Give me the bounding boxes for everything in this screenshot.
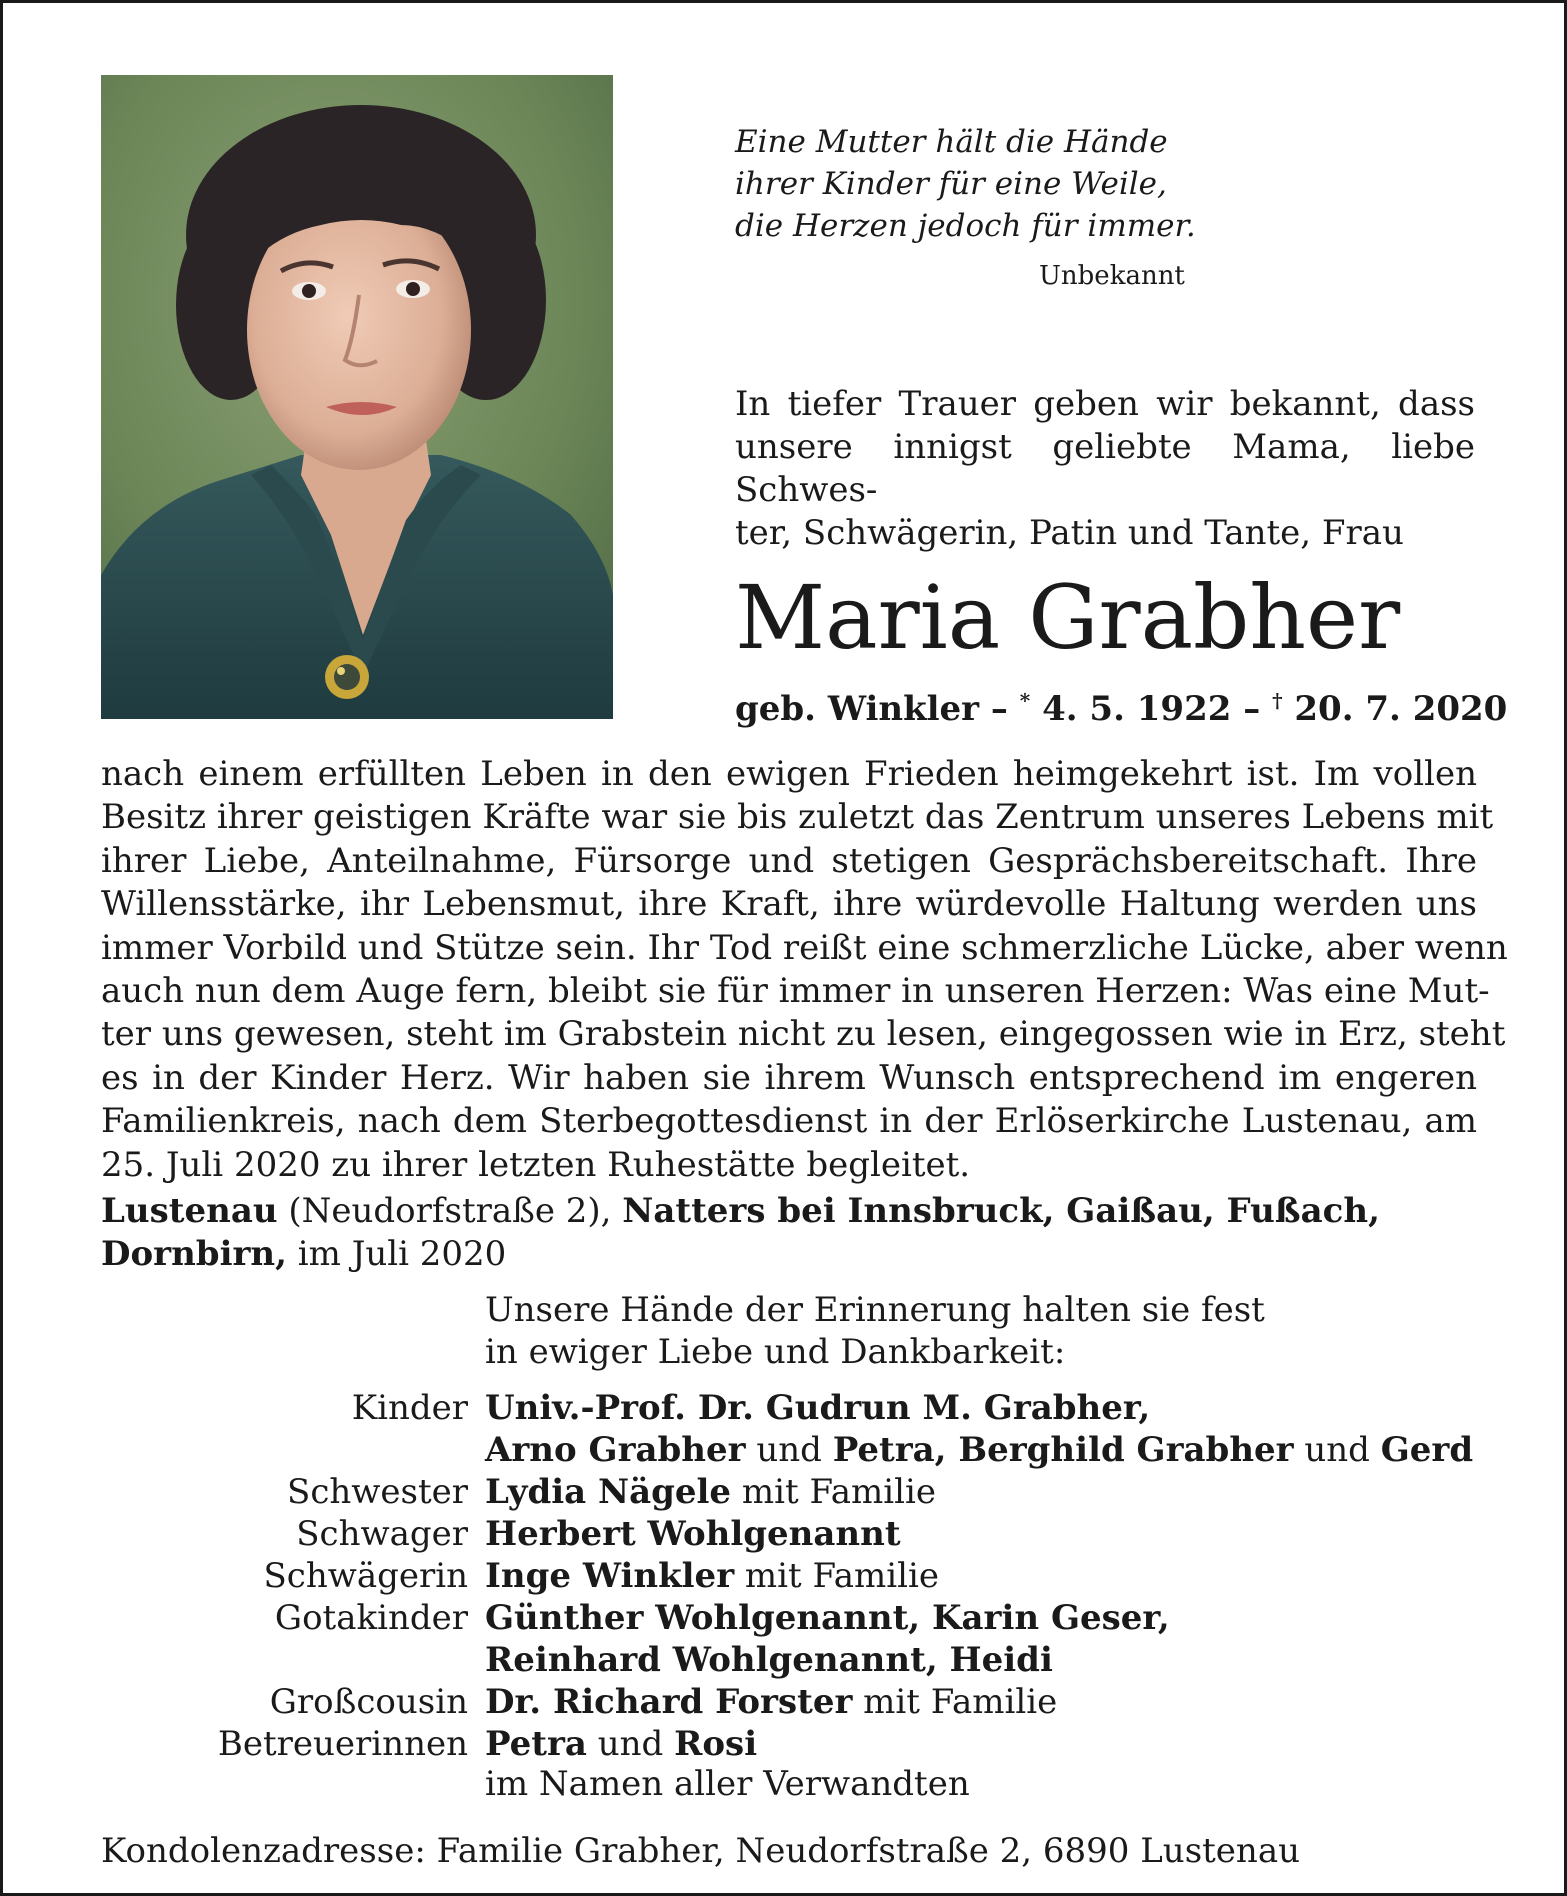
family-label: Schwägerin: [263, 1556, 468, 1596]
body-line: immer Vorbild und Stütze sein. Ihr Tod reißt eine schmerzliche Lücke, aber wenn: [101, 927, 1508, 968]
body-line: Familienkreis, nach dem Sterbegottesdienst in der Erlöserkirche Lustenau, am: [101, 1101, 1477, 1142]
family-row-gotakinder-cont: [101, 1639, 1501, 1681]
portrait-svg: [101, 75, 613, 719]
family-row-grosscousin: Großcousin Dr. Richard Forster mit Familie: [101, 1681, 1501, 1723]
family-row-kinder-cont: Arno Grabher und Petra, Berghild Grabher und Gerd: [485, 1430, 1474, 1470]
family-label: Gotakinder: [274, 1598, 468, 1638]
family-row-betreuerinnen: Betreuerinnen Petra und Rosi: [101, 1723, 1501, 1765]
family-names: Dr. Richard Forster: [485, 1682, 853, 1722]
deceased-dates: geb. Winkler – * 4. 5. 1922 – † 20. 7. 2020: [735, 688, 1508, 729]
place-date: im Juli 2020: [286, 1234, 507, 1274]
place-dornbirn: Dornbirn,: [101, 1234, 287, 1274]
birth-date: 4. 5. 1922: [1030, 689, 1232, 729]
family-names: Gerd: [1380, 1430, 1474, 1470]
death-symbol: †: [1272, 688, 1283, 713]
family-names: Herbert Wohlgenannt: [485, 1514, 901, 1554]
announcement-line: ter, Schwägerin, Patin und Tante, Frau: [735, 513, 1404, 553]
body-line: Besitz ihrer geistigen Kräfte war sie bis zuletzt das Zentrum unseres Lebens mit: [101, 797, 1494, 838]
family-list: [101, 1387, 1501, 1765]
announcement-text: [735, 383, 1475, 555]
birth-symbol: *: [1019, 688, 1031, 713]
family-names: Rosi: [674, 1724, 758, 1764]
family-label: Kinder: [351, 1388, 468, 1428]
family-names: Günther Wohlgenannt, Karin Geser,: [485, 1598, 1170, 1638]
family-names: Lydia Nägele: [485, 1472, 732, 1512]
body-line: 25. Juli 2020 zu ihrer letzten Ruhestätte begleitet.: [101, 1144, 971, 1185]
family-names: Reinhard Wohlgenannt, Heidi: [485, 1640, 1053, 1680]
place-lustenau: Lustenau: [101, 1191, 278, 1231]
family-label: Großcousin: [269, 1682, 468, 1722]
family-names: Petra, Berghild Grabher: [832, 1430, 1294, 1470]
family-label: Schwester: [287, 1472, 468, 1512]
place-list: Natters bei Innsbruck, Gaißau, Fußach,: [622, 1191, 1380, 1231]
body-line: es in der Kinder Herz. Wir haben sie ihrem Wunsch entsprechend im engeren: [101, 1057, 1477, 1098]
family-row-schwaegerin: Schwägerin Inge Winkler mit Familie: [101, 1555, 1501, 1597]
announcement-line: unsere innigst geliebte Mama, liebe Schwes-: [735, 427, 1475, 510]
family-row-gotakinder: [101, 1597, 1501, 1639]
family-names: Univ.-Prof. Dr. Gudrun M. Grabher,: [485, 1388, 1151, 1428]
remembrance-text: [485, 1289, 1265, 1373]
death-date: 20. 7. 2020: [1282, 689, 1508, 729]
body-line: ter uns gewesen, steht im Grabstein nicht zu lesen, eingegossen wie in Erz, steht: [101, 1014, 1506, 1055]
family-row-kinder: [101, 1387, 1501, 1429]
quote-line: ihrer Kinder für eine Weile,: [735, 166, 1167, 202]
family-names: Petra: [485, 1724, 587, 1764]
remembrance-line: Unsere Hände der Erinnerung halten sie fest: [485, 1290, 1265, 1330]
quote: [735, 121, 1255, 247]
deceased-name: Maria Grabher: [735, 566, 1401, 669]
body-line: ihrer Liebe, Anteilnahme, Fürsorge und stetigen Gesprächsbereitschaft. Ihre: [101, 840, 1477, 881]
body-line: auch nun dem Auge fern, bleibt sie für immer in unseren Herzen: Was eine Mut-: [101, 971, 1490, 1012]
family-label: Betreuerinnen: [217, 1724, 468, 1764]
family-names: Arno Grabher: [485, 1430, 746, 1470]
quote-line: Eine Mutter hält die Hände: [735, 124, 1168, 160]
announcement-line: In tiefer Trauer geben wir bekannt, dass: [735, 384, 1475, 424]
regards-line: im Namen aller Verwandten: [485, 1764, 970, 1804]
condolence-address: Kondolenzadresse: Familie Grabher, Neudorfstraße 2, 6890 Lustenau: [101, 1831, 1300, 1871]
family-label: Schwager: [296, 1514, 468, 1554]
maiden-name: geb. Winkler: [735, 689, 980, 729]
quote-line: die Herzen jedoch für immer.: [735, 208, 1196, 244]
body-line: nach einem erfüllten Leben in den ewigen Frieden heimgekehrt ist. Im vollen: [101, 754, 1477, 794]
obituary-body: [101, 753, 1508, 1187]
family-row-schwager: [101, 1513, 1501, 1555]
quote-author: Unbekannt: [1039, 261, 1185, 291]
place-address: (Neudorfstraße 2),: [277, 1191, 623, 1231]
family-names: Inge Winkler: [485, 1556, 735, 1596]
remembrance-line: in ewiger Liebe und Dankbarkeit:: [485, 1332, 1066, 1372]
places-line: [101, 1190, 1477, 1276]
portrait-painting: [101, 75, 613, 719]
family-row-schwester: Schwester Lydia Nägele mit Familie: [101, 1471, 1501, 1513]
body-line: Willensstärke, ihr Lebensmut, ihre Kraft, ihre würdevolle Haltung werden uns: [101, 884, 1477, 925]
